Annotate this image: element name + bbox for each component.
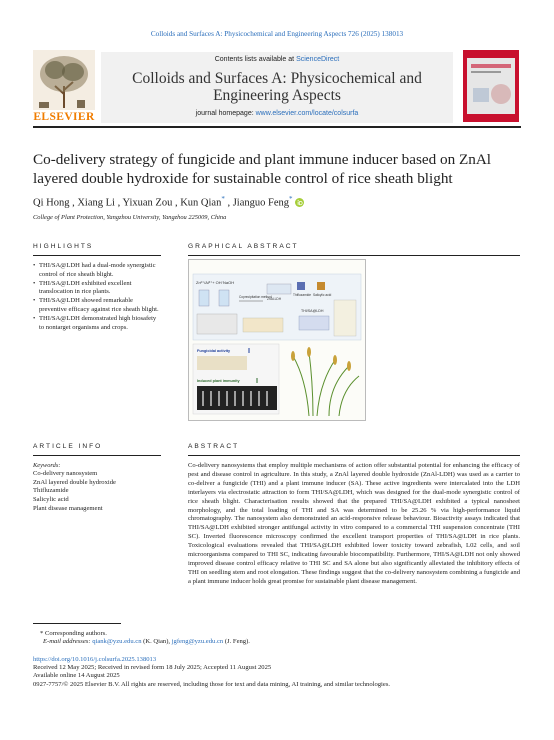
highlight-item: • THI/SA@LDH demonstrated high biosafety to nontarget organisms and crops. <box>33 315 161 332</box>
author-separator: , <box>172 197 181 209</box>
ga-naoh-label: NaOH <box>223 280 235 285</box>
ga-rice-grains <box>291 347 351 371</box>
ga-beaker-1 <box>199 290 209 306</box>
online-date: Available online 14 August 2025 <box>33 672 120 679</box>
ga-fungicidal-label: Fungicidal activity <box>197 349 231 353</box>
ga-reagents-label: Zn²⁺/Al³⁺+ OH⁻ <box>196 280 224 285</box>
highlights-list <box>33 262 161 333</box>
ga-inoculation-panel <box>334 300 356 336</box>
highlight-item: • THI/SA@LDH showed remarkable preventive efficacy against rice sheath blight. <box>33 297 161 314</box>
article-title: Co-delivery strategy of fungicide and plant immune inducer based on ZnAl layered double hydroxide for sustainable control of rice sheath blight <box>33 151 492 187</box>
keywords-list <box>33 470 116 514</box>
copyright-line: 0927-7757/© 2025 Elsevier B.V. All rights are reserved, including those for text and data mining, AI training, and similar technologies. <box>33 681 391 688</box>
journal-title-line1: Colloids and Surfaces A: Physicochemical and <box>132 70 422 87</box>
ga-thi-molecule <box>297 282 305 290</box>
article-info-heading: ARTICLE INFO <box>33 443 103 450</box>
publisher-logo-text: ELSEVIER <box>33 111 95 123</box>
abstract-text: Co-delivery nanosystems that employ multiple mechanisms of action offer substantial potential for enhancing the efficacy of pest and disease control in agriculture. In this study, a ZnAl layered double hydroxide (ZnAl-LDH) was used as a carrier to co-deliver a fungicide (THI) and a plant immune inducer (SA). These active ingredients were intercalated into the LDH interlayers via electrostatic attraction to form THI/SA@LDH, which was designed for the dual-mode synergistic control of rice sheath blight. Characterisation results showed that the prepared THI/SA@LDH exhibited a typical nanosheet morphology, and the total loading of THI and SA was determined to be 25.26 % via high-performance liquid chromatography. The nanosystem also demonstrated an acid-responsive release behaviour. Bioactivity assays indicated that THI/SA@LDH exhibited stronger antifungal activity in vitro compared to a commercial THI suspension concentrate (THI SC). Inverted fluorescence microscopy confirmed the excellent transport properties of THI/SA@LDH in rice plants. Toxicological evaluations revealed that THI/SA@LDH exhibited lower toxicity toward zebrafish, L02 cells, and soil microorganisms compared to THI SC, indicating favourable biocompatibility. Furthermore, THI/SA@LDH not only showed improved disease control efficacy relative to THI SC and SA alone but also significantly alleviated the inhibitory effects of THI on seedling stem and root elongation. These findings suggest that the co-delivery nanosystem combining a fungicide and a plant immune inducer holds great promise for sustainable plant disease management. <box>188 462 520 585</box>
graphical-abstract-rule <box>188 255 520 256</box>
graphical-abstract-svg <box>189 260 365 420</box>
email-owner-qian: (K. Qian), <box>141 638 172 645</box>
author-name[interactable]: Qi Hong <box>33 197 70 209</box>
article-info-rule <box>33 455 161 456</box>
ga-induced-label: Induced plant immunity <box>197 379 240 383</box>
ga-ldh-structure <box>267 284 291 294</box>
journal-title-line2: Engineering Aspects <box>213 87 341 104</box>
highlights-rule <box>33 255 161 256</box>
author-name[interactable]: Xiang Li <box>77 197 115 209</box>
footnote-rule <box>33 623 121 624</box>
journal-title <box>101 70 453 104</box>
homepage-link[interactable]: www.elsevier.com/locate/colsurfa <box>255 110 359 117</box>
keyword-item: Thifluzamide <box>33 487 69 495</box>
ga-ldh-label: ZnAl-LDH <box>267 297 281 301</box>
ga-thi-label: Thifluzamide <box>293 293 312 297</box>
sciencedirect-link[interactable]: ScienceDirect <box>296 56 340 63</box>
ga-assays <box>243 318 283 332</box>
ga-gel-image <box>197 386 277 410</box>
highlight-item: • THI/SA@LDH exhibited excellent translocation in rice plants. <box>33 280 161 297</box>
corresponding-text: Corresponding authors. <box>44 630 107 637</box>
author-name[interactable]: Yixuan Zou <box>122 197 173 209</box>
author-separator: , <box>224 197 233 209</box>
contents-prefix: Contents lists available at <box>214 56 297 63</box>
email-line <box>43 638 250 645</box>
ga-sa-molecule <box>317 282 325 290</box>
email-owner-feng: (J. Feng). <box>223 638 250 645</box>
author-name[interactable]: Jianguo Feng <box>232 197 290 209</box>
journal-homepage-line <box>101 110 453 117</box>
ga-product-label: THI/SA@LDH <box>301 309 324 313</box>
corresponding-note <box>40 630 107 637</box>
orcid-icon[interactable] <box>295 198 304 207</box>
keyword-item: Co-delivery nanosystem <box>33 470 98 477</box>
ga-equipment <box>197 314 237 334</box>
ga-fungal-image <box>197 356 247 370</box>
email-link-feng[interactable]: jgfeng@yzu.edu.cn <box>171 638 224 645</box>
highlight-item: • THI/SA@LDH had a dual-mode synergistic control of rice sheath blight. <box>33 262 161 279</box>
author-separator: , <box>114 197 123 209</box>
keyword-item: Salicylic acid <box>33 496 69 504</box>
corresponding-mark[interactable]: * <box>221 195 225 203</box>
abstract-rule <box>188 455 520 456</box>
keyword-item: ZnAl layered double hydroxide <box>33 478 116 486</box>
ga-sa-label: Salicylic acid <box>313 293 332 297</box>
author-name[interactable]: Kun Qian <box>180 197 222 209</box>
highlights-heading: HIGHLIGHTS <box>33 243 94 250</box>
graphical-abstract-figure[interactable] <box>188 259 366 421</box>
cover-graphic <box>467 58 515 114</box>
affiliation: College of Plant Protection, Yangzhou University, Yangzhou 225009, China <box>33 214 227 221</box>
email-label: E-mail addresses: <box>43 638 93 645</box>
keywords-label: Keywords: <box>33 462 61 469</box>
received-dates: Received 12 May 2025; Received in revised form 18 July 2025; Accepted 11 August 2025 <box>33 664 272 671</box>
corresponding-mark[interactable]: * <box>289 195 293 203</box>
doi-link[interactable]: https://doi.org/10.1016/j.colsurfa.2025.138013 <box>33 656 157 663</box>
journal-cover-inner <box>467 58 515 114</box>
abstract-heading: ABSTRACT <box>188 443 240 450</box>
author-list <box>33 195 503 209</box>
author-separator: , <box>69 197 78 209</box>
keyword-item: Plant disease management <box>33 504 103 512</box>
ga-product-structure <box>299 316 329 330</box>
corresponding-asterisk: * <box>40 630 44 637</box>
ga-coprecipitation-label: Coprecipitation method <box>239 295 272 299</box>
journal-citation-link[interactable]: Colloids and Surfaces A: Physicochemical and Engineering Aspects 726 (2025) 138013 <box>150 30 404 38</box>
graphical-abstract-heading: GRAPHICAL ABSTRACT <box>188 243 299 250</box>
contents-list-line <box>101 56 453 63</box>
ga-beaker-2 <box>219 290 229 306</box>
email-link-qian[interactable]: qiank@yzu.edu.cn <box>92 638 142 645</box>
homepage-prefix: journal homepage: <box>195 110 256 117</box>
header-rule <box>33 126 521 128</box>
